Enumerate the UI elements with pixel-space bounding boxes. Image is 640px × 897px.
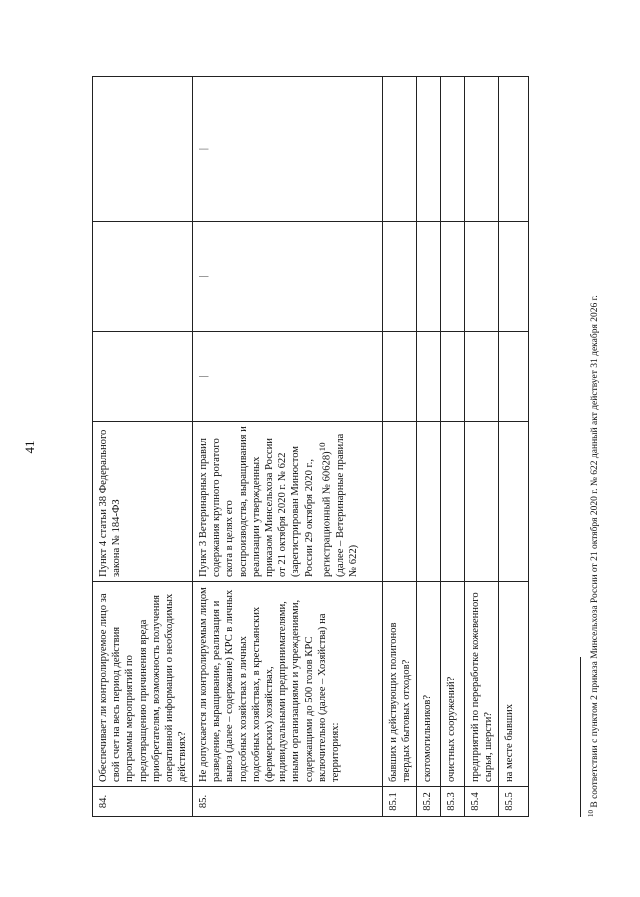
table-row <box>499 77 529 817</box>
row-number: 84. <box>93 787 193 817</box>
table-row <box>93 77 193 817</box>
answer-cell <box>93 332 193 422</box>
table-row <box>193 77 383 817</box>
row-number: 85.5 <box>499 787 529 817</box>
footnote-divider <box>580 657 581 817</box>
answer-cell: | <box>193 222 383 332</box>
footnote-text: В соответствии с пунктом 2 приказа Минсельхоза России от 21 октября 2020 г. № 622 данный акт действует 31 декабря 2026 г. <box>590 295 601 810</box>
page-number: 41 <box>22 440 37 454</box>
question-text: скотомогильников? <box>417 582 441 787</box>
question-text: Обеспечивает ли контролируемое лицо за свой счет на весь период действия программы мероприятий по предотвращению причинения вреда приобретателям, возможность получения оперативной информации о необходимых действиях? <box>93 582 193 787</box>
answer-cell <box>93 77 193 222</box>
row-number: 85.4 <box>465 787 499 817</box>
question-text: очистных сооружений? <box>441 582 465 787</box>
legal-reference: Пункт 3 Ветеринарных правил содержания крупного рогатого скота в целях его воспроизводства, выращивания и реализации утвержденных приказом Минсельхоза России от 21 октября 2020 г. № 622 (зарегистрирован Минюстом России 29 октября 2020 г., регистрационный № 60628)$^{10}$ (далее – Ветеринарные правила № 622) <box>193 422 383 582</box>
question-text: на месте бывших <box>499 582 529 787</box>
footnote-marker: 10 <box>316 442 327 452</box>
row-number: 85. <box>193 787 383 817</box>
table-row <box>383 77 417 817</box>
legal-reference: Пункт 4 статьи 38 Федерального закона № 184-ФЗ <box>93 422 193 582</box>
question-text: предприятий по переработке кожевенного сырья, шерсти? <box>465 582 499 787</box>
answer-cell: | <box>193 332 383 422</box>
footnote <box>585 77 601 817</box>
answer-cell <box>93 222 193 332</box>
table-row <box>417 77 441 817</box>
table-row <box>465 77 499 817</box>
footnote-marker: 10 <box>587 810 595 817</box>
checklist-table <box>92 76 529 817</box>
table-row <box>441 77 465 817</box>
row-number: 85.3 <box>441 787 465 817</box>
question-text: Не допускается ли контролируемым лицом разведение, выращивание, реализация и вывоз (далее – содержание) КРС в личных подсобных хозяйствах в личных подсобных хозяйствах, в крестьянских (фермерских) хозяйствах, индивидуальными предпринимателями, иными организациями и учреждениями, содержащими до 500 голов КРС включительно (далее – Хозяйства) на территориях: <box>193 582 383 787</box>
row-number: 85.2 <box>417 787 441 817</box>
question-text: бывших и действующих полигонов твердых бытовых отходов? <box>383 582 417 787</box>
row-number: 85.1 <box>383 787 417 817</box>
answer-cell: | <box>193 77 383 222</box>
